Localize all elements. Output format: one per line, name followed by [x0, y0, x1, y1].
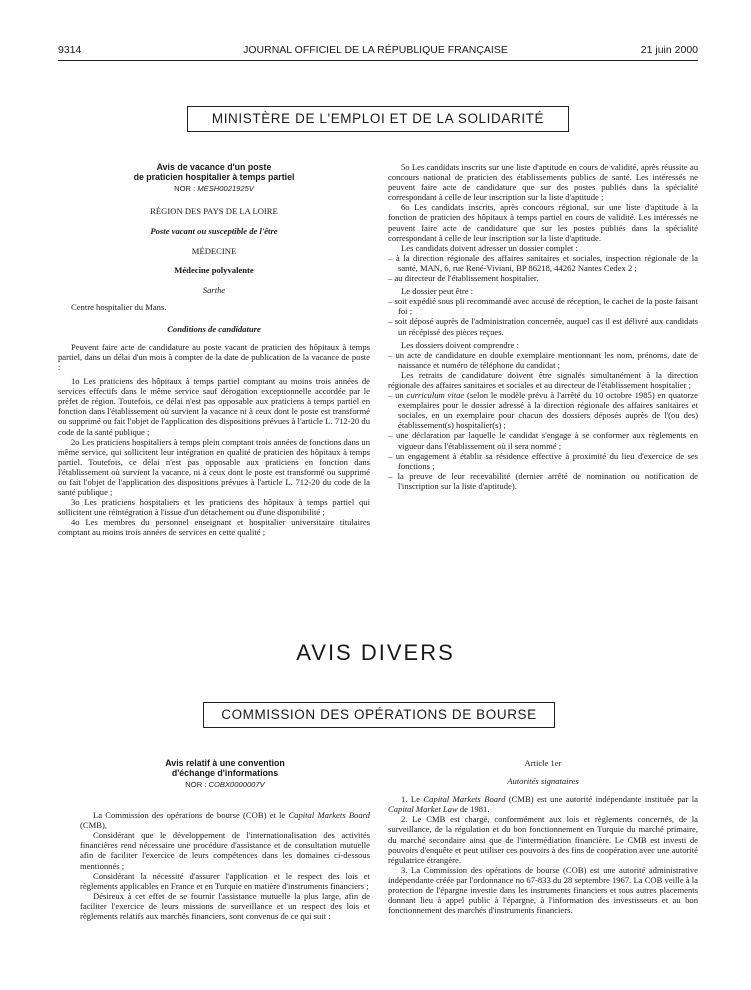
condition-item-2: 2o Les praticiens hospitaliers à temps plein comptant trois années de fonctions dans un même service, qui sollicitent leur intégration en qualité de praticien des hôpitaux à temps partiel. Toutefois, ce délai n'est pas opposable aux praticiens en fonction dans l'établissement où survient la vacance, ni à ceux dont le poste est transformé ou supprimé ou fait l'objet de l'application des dispositions prévues à l'article L. 712-20 du code de la santé publique ;	[58, 436, 370, 498]
dossier-list	[388, 253, 698, 283]
list-item: – soit déposé auprès de l'administration concernée, auquel cas il est délivré aux candidats un récépissé des pièces reçues.	[388, 316, 698, 337]
convention-parties: La Commission des opérations de bourse (COB) et le Capital Markets Board (CMB),	[80, 810, 370, 831]
article-paragraph-1: 1. Le Capital Markets Board (CMB) est une autorité indépendante instituée par la Capital Market Law de 1981.	[388, 794, 698, 815]
vacancy-title: Avis de vacance d'un poste de praticien hospitalier à temps partiel	[133, 162, 295, 182]
header-rule	[58, 60, 698, 61]
list-item: – la preuve de leur recevabilité (dernier arrêté de nomination ou notification de l'inscription sur la liste d'aptitude).	[388, 470, 698, 491]
condition-item-3: 3o Les praticiens hospitaliers et les praticiens des hôpitaux à temps partiel qui sollicitent une réintégration à l'issue d'un détachement ou d'une disponibilité ;	[58, 497, 370, 518]
vacancy-hospital: Centre hospitalier du Mans.	[71, 301, 167, 312]
condition-item-4: 4o Les membres du personnel enseignant et hospitalier universitaire titulaires comptant au moins trois années de services en cette qualité ;	[58, 517, 370, 538]
condition-item-1: 1o Les praticiens des hôpitaux à temps partiel comptant au moins trois années de services effectifs dans le même service sauf dérogation exceptionnelle accordée par le préfet de région. Toutefois, ce délai n'est pas opposable aux praticiens à temps partiel en fonction dans l'établissement où survient la vacance ni à ceux dont le poste est transformé ou supprimé ou fait l'objet de l'application des dispositions prévues à l'article L. 712-20 du code de la santé publique ;	[58, 376, 370, 437]
list-item: – à la direction régionale des affaires sanitaires et sociales, inspection régionale de la santé, MAN, 6, rue René-Viviani, BP 86218, 44262 Nantes Cedex 2 ;	[388, 252, 698, 273]
vacancy-status: Poste vacant ou susceptible de l'être	[150, 226, 278, 237]
contents-intro: Les dossiers doivent comprendre :	[401, 339, 519, 350]
commission-banner: COMMISSION DES OPÉRATIONS DE BOURSE	[203, 702, 555, 728]
convention-desireux: Désireux à cet effet de se fournir l'assistance mutuelle la plus large, afin de faciliter l'exercice de leurs missions de surveillance et un respect des lois et règlements relatifs aux marchés financiers, sont convenus de ce qui suit :	[80, 890, 370, 922]
send-intro: Le dossier peut être :	[401, 286, 474, 297]
page-number: 9314	[58, 44, 82, 56]
journal-title: JOURNAL OFFICIEL DE LA RÉPUBLIQUE FRANÇAISE	[243, 44, 508, 56]
dossier-intro: Les candidats doivent adresser un dossier complet :	[401, 242, 578, 253]
list-item: – une déclaration par laquelle le candidat s'engage à se conformer aux règlements en vigueur dans l'établissement où il sera nommé ;	[388, 430, 698, 451]
convention-nor: NOR : COBX0000007V	[185, 780, 265, 789]
convention-column-right	[388, 758, 698, 915]
article-paragraph-2: 2. Le CMB est chargé, conformément aux lois et règlements concernés, de la surveillance, de la régulation et du bon fonctionnement en Turquie du marché primaire, du marché secondaire ainsi que de l'intermédiation financière. Le CMB est investi de pouvoirs d'enquête et peut utiliser ces pouvoirs à des fins de coopération avec une autorité régulatrice étrangère.	[388, 814, 698, 865]
article-paragraph-3: 3. La Commission des opérations de bourse (COB) est une autorité administrative indépendante créée par l'ordonnance no 67-833 du 28 septembre 1967. La COB veille à la protection de l'épargne investie dans les instruments financiers et tous autres placements donnant lieu à appel public à l'épargne, à l'information des investisseurs et au bon fonctionnement des marchés d'instruments financiers.	[388, 864, 698, 916]
ministry-banner: MINISTÈRE DE L'EMPLOI ET DE LA SOLIDARITÉ	[187, 106, 569, 132]
conditions-heading: Conditions de candidature	[167, 323, 261, 334]
list-item: – un engagement à établir sa résidence effective à proximité du lieu d'exercice de ses fonctions ;	[388, 450, 698, 471]
section-title-avis-divers: AVIS DIVERS	[296, 640, 455, 665]
article-title: Article 1er	[524, 758, 562, 768]
vacancy-column-left	[58, 162, 370, 538]
withdrawal-note: Les retraits de candidature doivent être signalés simultanément à la direction régionale des affaires sanitaires et sociales et au directeur de l'établissement hospitalier ;	[388, 369, 698, 390]
vacancy-subspecialty: Médecine polyvalente	[174, 265, 254, 276]
vacancy-specialty: MÉDECINE	[191, 246, 237, 257]
list-item: – un acte de candidature en double exemplaire mentionnant les nom, prénoms, date de naissance et numéro de téléphone du candidat ;	[388, 349, 698, 370]
list-item: – soit expédié sous pli recommandé avec accusé de réception, le cachet de la poste faisant foi ;	[388, 296, 698, 317]
condition-item-6: 6o Les candidats inscrits, après concours régional, sur une liste d'aptitude à la fonction de praticien des hôpitaux à temps partiel en cours de validité. Les intéressés ne peuvent faire acte de candidature que sur les postes publiés dans la spécialité correspondant à celle de leur inscription sur la liste d'aptitude.	[388, 202, 698, 243]
vacancy-region: RÉGION DES PAYS DE LA LOIRE	[150, 206, 278, 217]
list-item: – au directeur de l'établissement hospitalier.	[388, 273, 539, 284]
contents-list	[388, 350, 698, 370]
article-heading: Autorités signataires	[507, 776, 579, 787]
convention-title: Avis relatif à une convention d'échange d'informations	[165, 758, 285, 778]
vacancy-nor: NOR : MESH0021925V	[174, 184, 254, 193]
vacancy-department: Sarthe	[202, 285, 226, 296]
vacancy-column-right	[388, 162, 698, 491]
convention-considerant-2: Considérant la nécessité d'assurer l'application et le respect des lois et règlements applicables en France et en Turquie en matière d'instruments financiers ;	[80, 870, 370, 891]
condition-item-5: 5o Les candidats inscrits sur une liste d'aptitude en cours de validité, après réussite au concours national de praticien des établissements publics de santé. Les intéressés ne peuvent faire acte de candidature que sur des postes publiés dans la spécialité correspondant à celle de leur inscription sur la liste d'aptitude ;	[388, 162, 698, 203]
convention-considerant-1: Considérant que le développement de l'internationalisation des activités financières rend nécessaire une procédure d'assistance et de consultation mutuelle afin de faciliter l'exercice de leurs compétences dans les domaines ci-dessous mentionnés ;	[80, 830, 370, 871]
send-list	[388, 296, 698, 336]
conditions-intro: Peuvent faire acte de candidature au poste vacant de praticien des hôpitaux à temps partiel, dans un délai d'un mois à compter de la date de publication de la vacance de poste :	[58, 341, 370, 372]
list-item-cv: – un curriculum vitae (selon le modèle prévu à l'arrêté du 10 octobre 1985) en quatorze exemplaires pour le dossier adressé à la direction régionale des affaires sanitaires et sociales, en un exemplaire pour chacun des dossiers déposés auprès de l'(ou des) établissement(s) hospitalier(s) ;	[388, 390, 698, 431]
final-list	[388, 390, 698, 491]
convention-column-left	[80, 758, 370, 921]
publication-date: 21 juin 2000	[640, 44, 698, 56]
